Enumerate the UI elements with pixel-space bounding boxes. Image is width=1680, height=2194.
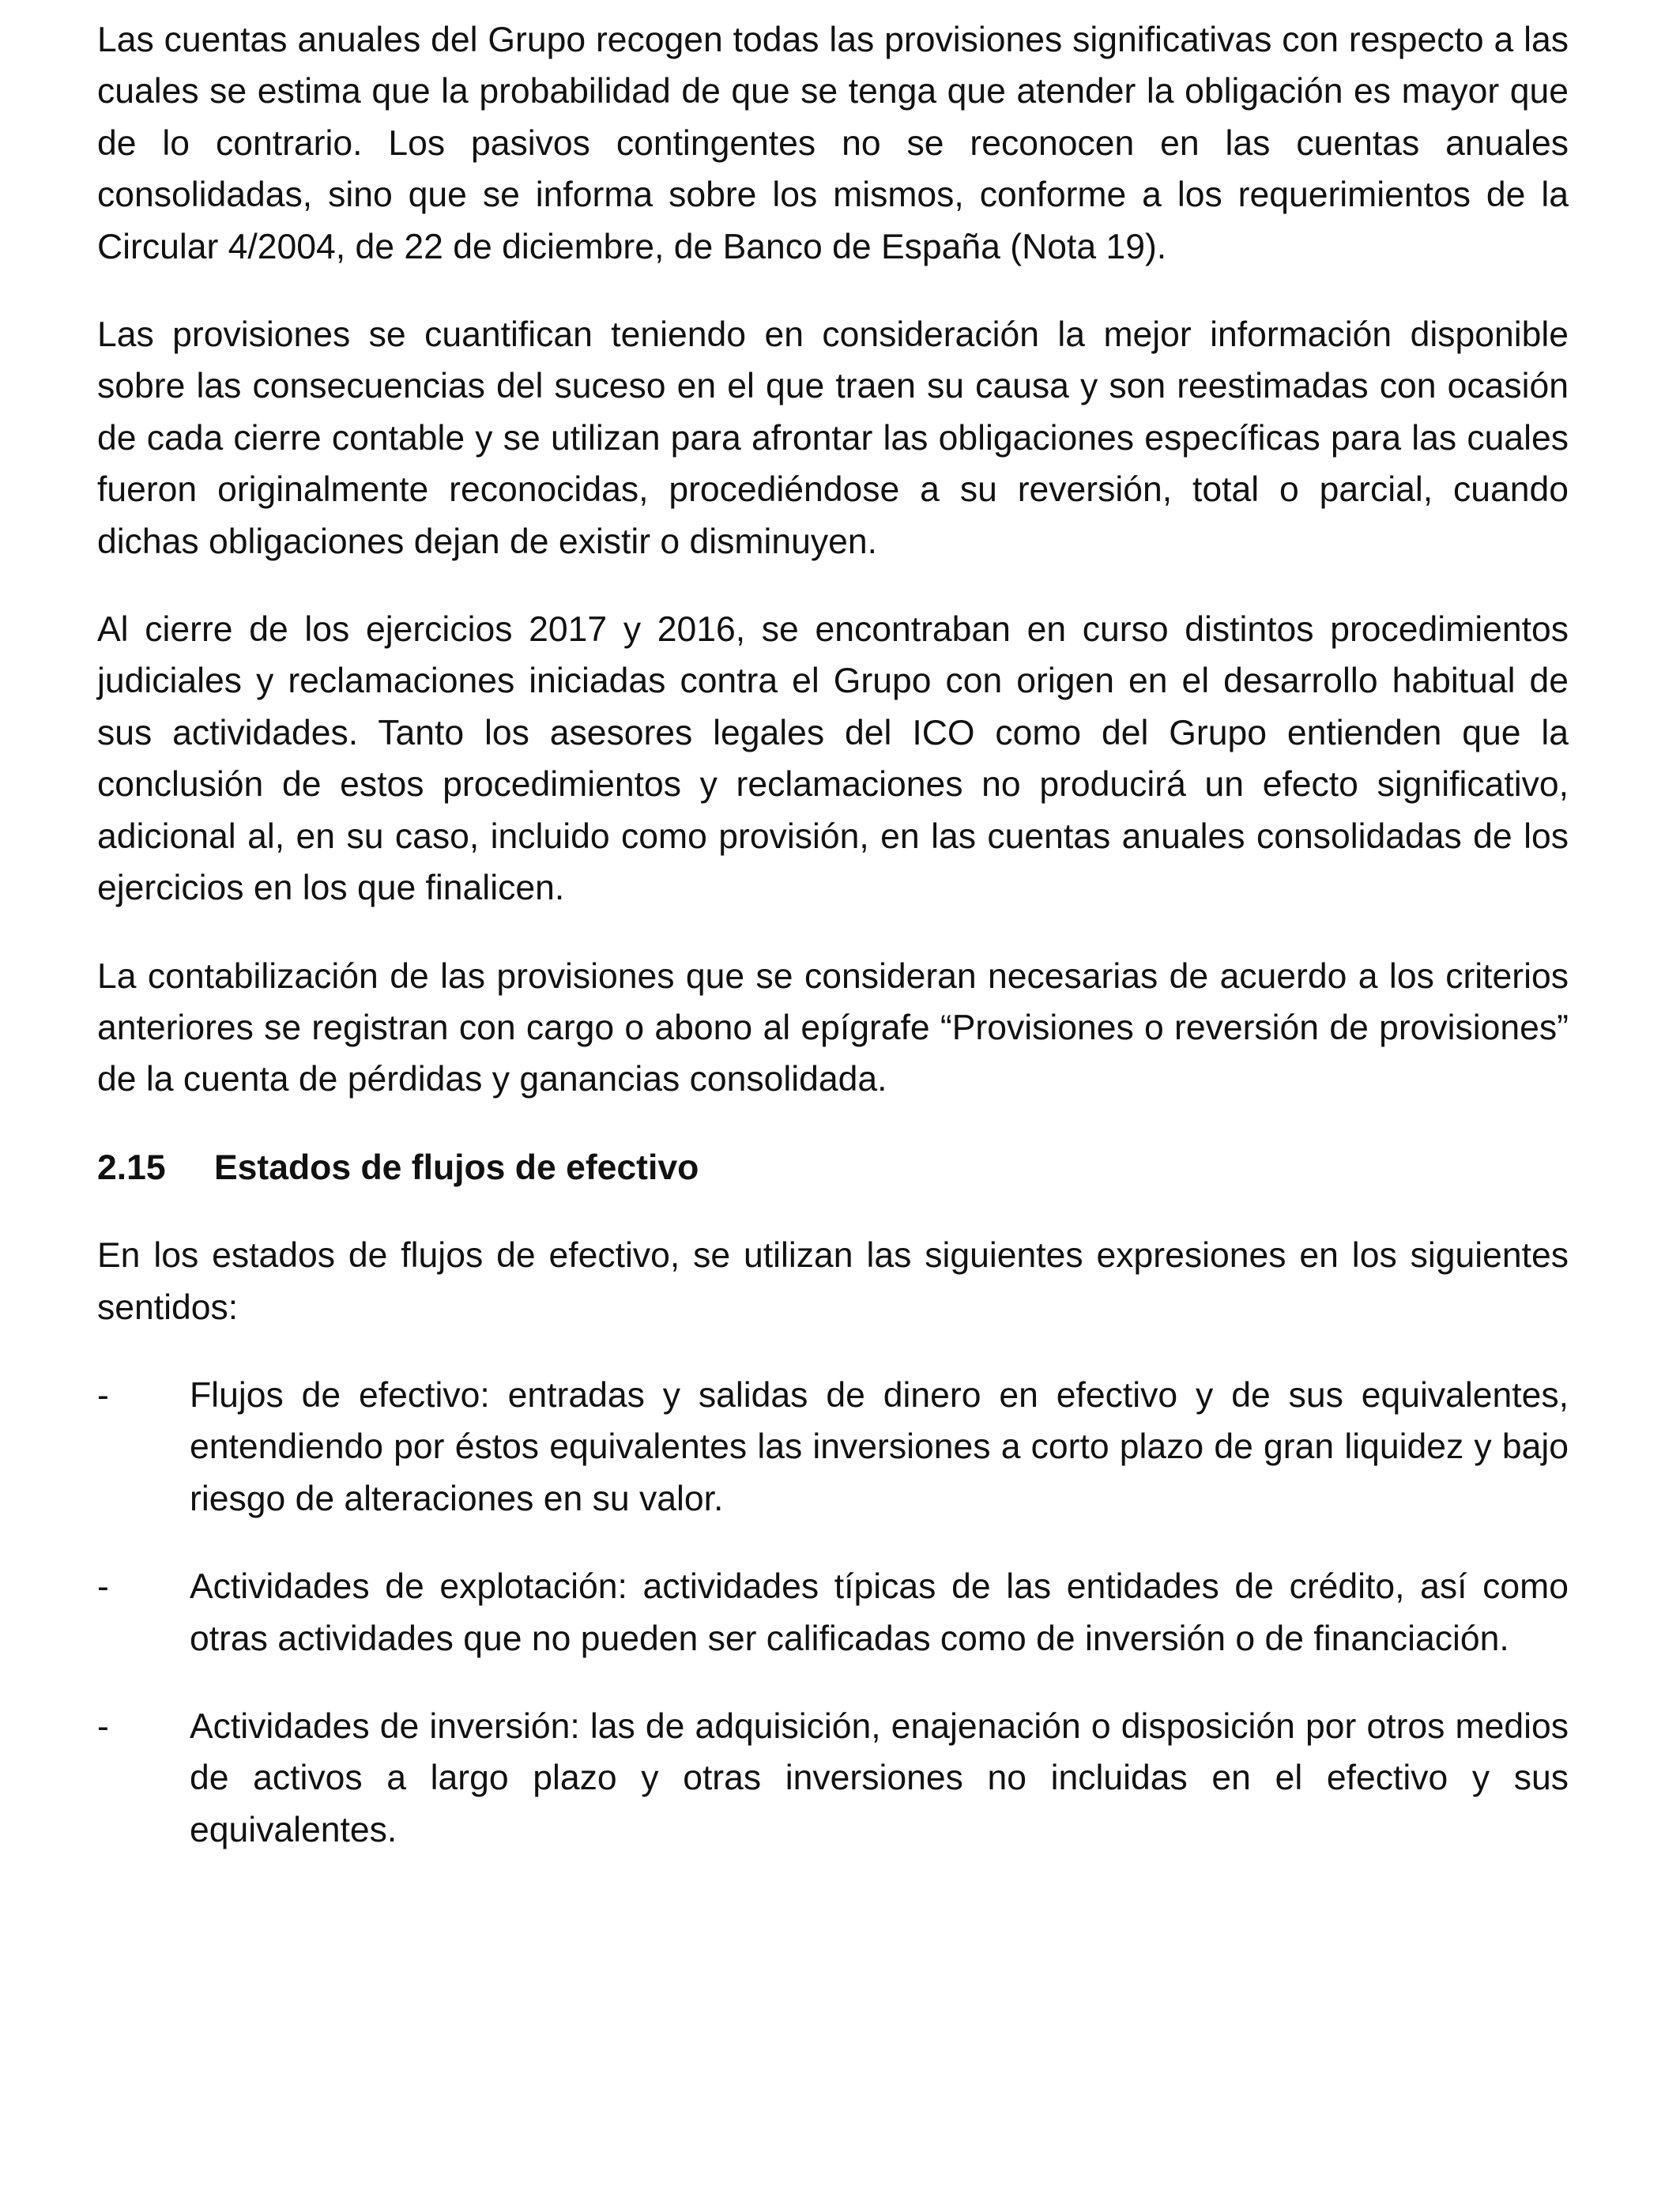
document-page — [97, 14, 1569, 1892]
list-item-text: Actividades de inversión: las de adquisición, enajenación o disposición por otros medios de activos a largo plazo y otras inversiones no incluidas en el efectivo y sus equivalentes. — [190, 1706, 1569, 1849]
list-item-text: Flujos de efectivo: entradas y salidas de dinero en efectivo y de sus equivalentes, entendiendo por éstos equivalentes las inversiones a corto plazo de gran liquidez y bajo riesgo de alteraciones en su valor. — [190, 1375, 1569, 1518]
list-marker: - — [97, 1706, 109, 1746]
section-heading — [97, 1142, 1569, 1193]
list-item-flujos-efectivo — [97, 1370, 1569, 1525]
list-marker: - — [97, 1567, 109, 1607]
section-title: Estados de flujos de efectivo — [214, 1148, 699, 1187]
section-number: 2.15 — [97, 1148, 166, 1187]
list-item-actividades-explotacion — [97, 1561, 1569, 1664]
list-item-text: Actividades de explotación: actividades típicas de las entidades de crédito, así como otras actividades que no pueden ser calificadas como de inversión o de financiación. — [190, 1567, 1569, 1658]
list-item-actividades-inversion — [97, 1701, 1569, 1856]
paragraph-contabilizacion-provisiones: La contabilización de las provisiones que se consideran necesarias de acuerdo a los criterios anteriores se registran con cargo o abono al epígrafe “Provisiones o reversión de provisiones” de la cuenta de pérdidas y ganancias consolidada. — [97, 956, 1569, 1099]
paragraph-intro-flujos: En los estados de flujos de efectivo, se utilizan las siguientes expresiones en los siguientes sentidos: — [97, 1236, 1569, 1327]
list-marker: - — [97, 1375, 109, 1415]
paragraph-cuantificacion-provisiones: Las provisiones se cuantifican teniendo en consideración la mejor información disponible sobre las consecuencias del suceso en el que traen su causa y son reestimadas con ocasión de cada cierre contable y se utilizan para afrontar las obligaciones específicas para las cuales fueron originalmente reconocidas, procediéndose a su reversión, total o parcial, cuando dichas obligaciones dejan de existir o disminuyen. — [97, 315, 1569, 561]
paragraph-procedimientos-judiciales: Al cierre de los ejercicios 2017 y 2016, se encontraban en curso distintos procedimientos judiciales y reclamaciones iniciadas contra el Grupo con origen en el desarrollo habitual de sus actividades. Tanto los asesores legales del ICO como del Grupo entienden que la conclusión de estos procedimientos y reclamaciones no producirá un efecto significativo, adicional al, en su caso, incluido como provisión, en las cuentas anuales consolidadas de los ejercicios en los que finalicen. — [97, 610, 1569, 908]
paragraph-provisiones-significativas: Las cuentas anuales del Grupo recogen todas las provisiones significativas con respecto a las cuales se estima que la probabilidad de que se tenga que atender la obligación es mayor que de lo contrario. Los pasivos contingentes no se reconocen en las cuentas anuales consolidadas, sino que se informa sobre los mismos, conforme a los requerimientos de la Circular 4/2004, de 22 de diciembre, de Banco de España (Nota 19). — [97, 21, 1569, 266]
